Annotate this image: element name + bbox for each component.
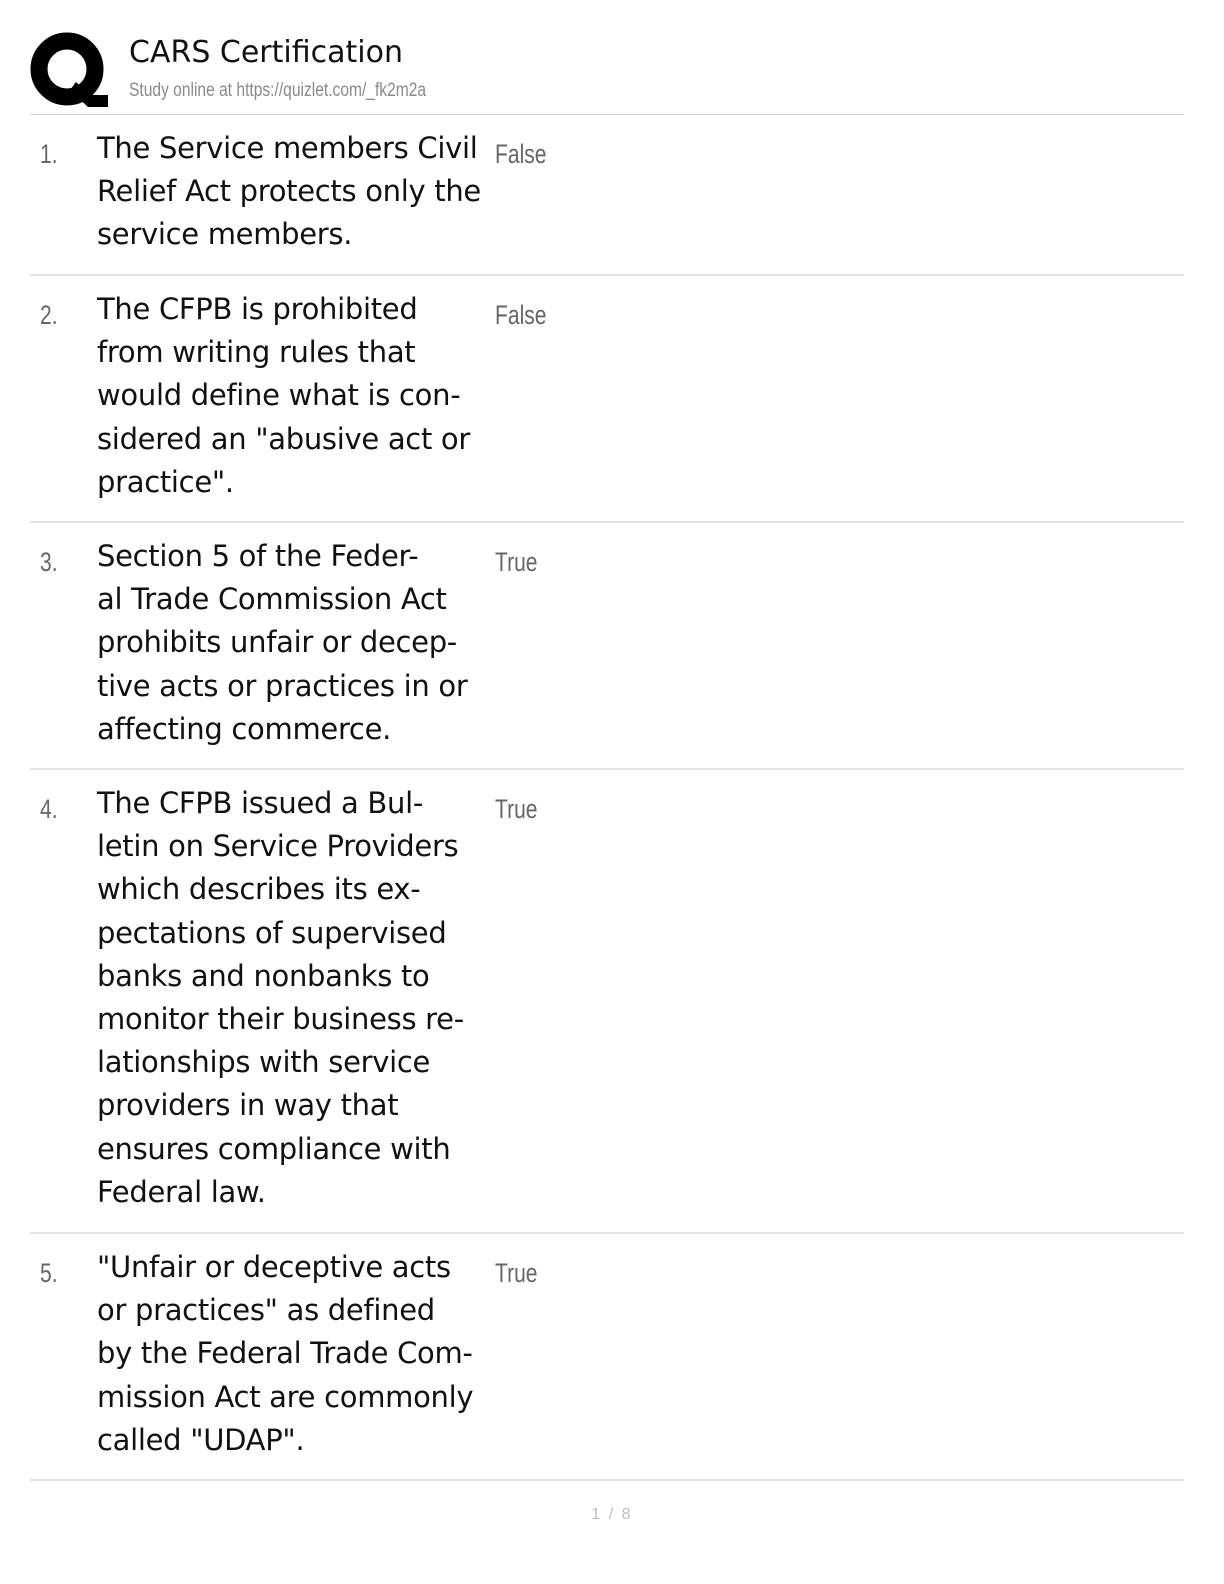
- card-answer: False: [495, 139, 547, 169]
- flashcard-row: [30, 523, 1184, 770]
- flashcard-row: [30, 276, 1184, 523]
- page-title: CARS Certification: [129, 35, 403, 70]
- card-number: 3.: [40, 547, 58, 577]
- study-online-link[interactable]: Study online at https://quizlet.com/_fk2m2a: [129, 80, 427, 101]
- card-number: 5.: [40, 1258, 58, 1288]
- card-question: The CFPB is prohibited from writing rules that would define what is con- sidered an "abusive act or practice".: [97, 292, 470, 499]
- flashcard-row: [30, 1234, 1184, 1481]
- card-number: 1.: [40, 139, 58, 169]
- page-header: [30, 30, 1184, 115]
- card-answer: True: [495, 794, 538, 824]
- flashcard-row: [30, 115, 1184, 276]
- card-question: The CFPB issued a Bul- letin on Service Providers which describes its ex- pectations of supervised banks and nonbanks to monitor their business re- lationships with service providers in way that ensures compliance with Federal law.: [97, 786, 464, 1209]
- card-question: "Unfair or deceptive acts or practices" as defined by the Federal Trade Com- mission Act are commonly called "UDAP".: [97, 1250, 474, 1457]
- card-question: Section 5 of the Feder- al Trade Commission Act prohibits unfair or decep- tive acts or practices in or affecting commerce.: [97, 539, 468, 746]
- card-answer: True: [495, 1258, 538, 1288]
- page-number: 1 / 8: [591, 1506, 633, 1523]
- card-number: 4.: [40, 794, 58, 824]
- card-answer: False: [495, 300, 547, 330]
- card-number: 2.: [40, 300, 58, 330]
- quizlet-logo-icon: [30, 32, 110, 112]
- card-answer: True: [495, 547, 538, 577]
- flashcard-row: [30, 770, 1184, 1234]
- card-question: The Service members Civil Relief Act protects only the service members.: [97, 131, 481, 252]
